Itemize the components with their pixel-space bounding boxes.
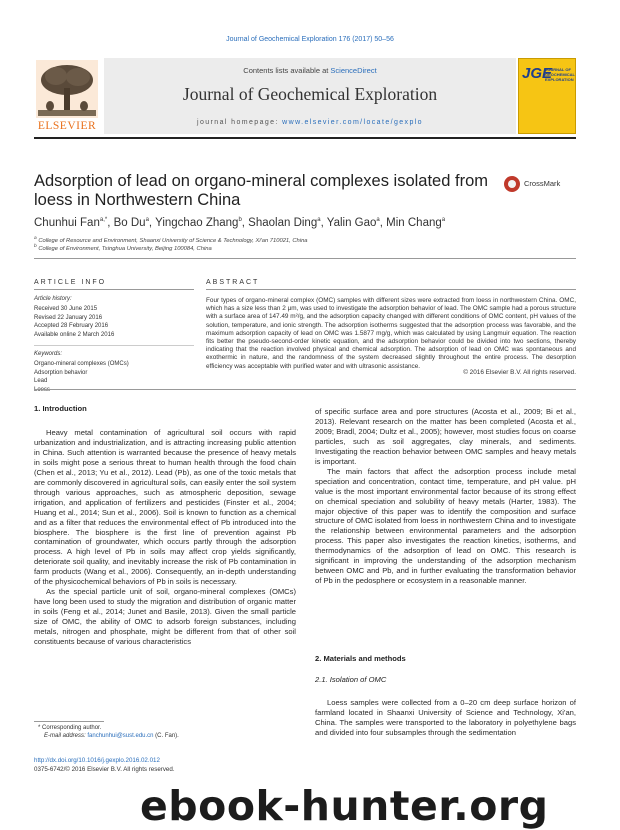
crossmark-badge[interactable]	[504, 176, 574, 194]
keyword-item: Lead	[34, 378, 48, 384]
abstract-end-rule	[34, 389, 576, 390]
footnote-rule	[34, 721, 104, 722]
affiliation-rule	[34, 258, 576, 259]
cover-acronym: JGE	[522, 65, 553, 82]
affiliation-sup: b	[34, 244, 37, 249]
body-paragraph: Heavy metal contamination of agricultural soil occurs with rapid urbanization and industrialization, and is attracting increasing public attention in China. Such attention is warranted because the presence of heavy metals in soils might pose a serious threat to human health through the food chain (Chen et al., 2013; Yu et al., 2012). Lead (Pb), as one of the toxic metals that are commonly discovered in agricultural soils, can easily enter the soil system through various approaches, such as atmospheric deposition, sewage irrigation, and application of fertilizers and pesticides (Finster et al., 2004; Huang et al., 2014; Sun et al., 2006). Soil is known to function as a chemical and as a filter that reduces the environmental effect of Pb introduced into the biosphere. The biosphere is the first line of prevention against Pb contamination of groundwater, which occurs partly through the adsorption process. A high level of Pb in soils may affect crop yields significantly, deteriorate soil quality, and inevitably increase the risk of Pb contamination in farm products (Wang et al., 2006). Consequently, an in-depth understanding of the physicochemical behaviors of Pb in soils is necessary.	[34, 428, 296, 587]
body-paragraph: Loess samples were collected from a 0–20 cm deep surface horizon of farmland located in Shaanxi University of Science and Technology, Xi'an, China. The samples were transported to the laboratory in polyethylene bags and divided into four subsamples through the sedimentation	[315, 698, 576, 737]
author-sup: b	[238, 217, 242, 224]
abstract-rule	[206, 289, 576, 290]
right-column-top	[315, 407, 576, 586]
left-column	[34, 428, 296, 647]
affiliation-text: College of Resource and Environment, Shaanxi University of Science & Technology, Xi'an 710021, China	[38, 237, 308, 244]
sciencedirect-link[interactable]: ScienceDirect	[330, 66, 377, 75]
keyword-item: Organo-mineral complexes (OMCs)	[34, 361, 129, 367]
crossmark-icon	[504, 176, 520, 192]
article-title: Adsorption of lead on organo-mineral complexes isolated from loess in Northwestern China	[34, 172, 488, 209]
cover-journal-name: JOURNAL OF GEOCHEMICAL EXPLORATION	[545, 67, 575, 82]
author-name[interactable]: Shaolan Ding	[248, 217, 318, 229]
homepage-link[interactable]: www.elsevier.com/locate/gexplo	[282, 119, 423, 126]
history-item: Received 30 June 2015	[34, 306, 98, 312]
abstract-text: Four types of organo-mineral complex (OMC) samples with different sizes were extracted from loess in northwestern China. OMC, which has a size less than 2 μm, was used to investigate the adsorption behavior of lead. The OMC sample had a porous structure with a surface area of 147.49 m²/g, and the adsorption capacity changed with different conditions of OMC content, pH values of the solution, temperature, and ionic strength. The adsorption isotherms suggested that the adsorption process was favorable, and the maximum adsorption capacity of lead on OMC was 1.5877 mg/g, which was calculated by using Langmuir equation. The reaction fits better the pseudo-second-order kinetic equation, and the adsorption behavior could be divided into two sections, thereby indicating that the reaction involved physical and chemical adsorption. The adsorption of lead on OMC was spontaneous and exothermic in nature, and the randomness of the system decreased slightly throughout the entire process. The desorption efficiency was acceptable with purified water and with ultrasonic assistance.	[206, 297, 576, 370]
body-paragraph: The main factors that affect the adsorption process include metal speciation and concentration, contact time, temperature, and pH value. pH value is the most important environmental factor because of its strong effect on chemical speciation and solubility of heavy metals (Harter, 1983). The major objective of this paper was to identify the composition and surface structure of OMC isolated from loess in northwestern China and to investigate the relationship between environmental parameters and the adsorption process. This paper also investigates the reaction kinetics, isotherms, and thermodynamics of the adsorption of lead on OMC. This research is significant in improving the understanding of the adsorption mechanism between OMC and Pb, and in further evaluating the transformation behavior of Pb in the pedosphere or ecosystem in a reasonable manner.	[315, 466, 576, 586]
section-heading-materials-methods: 2. Materials and methods	[315, 654, 406, 663]
abstract-heading: ABSTRACT	[206, 279, 260, 286]
issn-line: 0375-6742/© 2016 Elsevier B.V. All rights reserved.	[34, 766, 175, 773]
elsevier-logo	[34, 58, 100, 134]
history-item: Available online 2 March 2016	[34, 331, 115, 338]
affiliation-sup: a	[34, 236, 37, 241]
affiliation-a	[34, 236, 308, 244]
author-name[interactable]: Chunhui Fan	[34, 217, 100, 229]
author-name[interactable]: Yalin Gao	[326, 217, 377, 229]
affiliation-b	[34, 244, 212, 252]
author-sup: a	[441, 217, 446, 224]
email-label: E-mail address:	[44, 733, 88, 739]
section-heading-introduction: 1. Introduction	[34, 404, 87, 413]
body-paragraph: As the special particle unit of soil, organo-mineral complexes (OMCs) have long been used to study the migration and distribution of organic matter in soils (Feng et al., 2014; Junet and Basile, 2013). Given the small particle size of OMC, the ability of OMC to adsorb foreign substances, including metals, nitrogen and phosphate, might be different from that of other soil constituents because of various characteristics	[34, 587, 296, 647]
abstract-copyright: © 2016 Elsevier B.V. All rights reserved.	[463, 369, 576, 376]
history-label: Article history:	[34, 296, 72, 302]
email-note	[44, 732, 179, 740]
journal-title: Journal of Geochemical Exploration	[182, 84, 438, 104]
author-email-link[interactable]: fanchunhui@sust.edu.cn	[87, 733, 154, 739]
header-rule	[34, 137, 576, 139]
email-suffix: (C. Fan).	[153, 733, 179, 739]
history-item: Revised 22 January 2016	[34, 314, 103, 321]
affiliation-text: College of Environment, Tsinghua University, Beijing 100084, China	[38, 245, 212, 252]
author-sup: a	[317, 217, 321, 224]
elsevier-wordmark: ELSEVIER	[37, 120, 97, 132]
body-paragraph: of specific surface area and pore structures (Acosta et al., 2009; Bi et al., 2013). Relevant research on the matter has been completed (Acosta et al., 2009; Bradl, 2004; Dultz et al., 2005); however, most studies focus on coarse particles, such as soil aggregates, clay minerals, and sediments. Investigating the reaction behavior between OMC samples and heavy metals is important.	[315, 407, 576, 466]
author-name[interactable]: Yingchao Zhang	[155, 217, 239, 229]
author-sup: a	[376, 217, 380, 224]
history-list	[34, 305, 194, 339]
keywords-rule	[34, 345, 194, 346]
history-item: Accepted 28 February 2016	[34, 323, 109, 329]
elsevier-tree-icon	[36, 60, 98, 118]
keywords-label: Keywords:	[34, 351, 63, 357]
right-column-bottom	[315, 698, 576, 738]
doi-link-row	[34, 757, 160, 765]
subsection-heading-isolation: 2.1. Isolation of OMC	[315, 675, 387, 684]
doi-link[interactable]: http://dx.doi.org/10.1016/j.gexplo.2016.02.012	[34, 757, 160, 764]
journal-reference[interactable]: Journal of Geochemical Exploration 176 (2017) 50–56	[226, 36, 394, 43]
article-info-rule	[34, 289, 194, 290]
author-name[interactable]: Bo Du	[113, 217, 146, 229]
contents-prefix: Contents lists available at	[243, 66, 331, 75]
keyword-item: Adsorption behavior	[34, 369, 88, 376]
contents-availability	[104, 66, 516, 75]
homepage-prefix: journal homepage:	[197, 119, 283, 126]
corresponding-author-note: * Corresponding author.	[38, 725, 102, 731]
crossmark-label: CrossMark	[524, 179, 561, 188]
author-list: Chunhui Fan$^{a,*}$, Bo Du$^a$, Yingchao Zhang$^b$, Shaolan Ding$^a$, Yalin Gao$^a$, Min Chang$^a$	[34, 217, 446, 229]
author-name[interactable]: Min Chang	[386, 217, 442, 229]
author-sup: a,*	[99, 217, 108, 224]
journal-homepage	[104, 119, 516, 126]
article-info-heading: ARTICLE INFO	[34, 279, 107, 286]
journal-banner	[104, 58, 516, 134]
journal-cover-thumbnail[interactable]	[518, 58, 576, 134]
author-sup: a	[145, 217, 149, 224]
watermark-text: ebook-hunter.org	[140, 782, 549, 830]
